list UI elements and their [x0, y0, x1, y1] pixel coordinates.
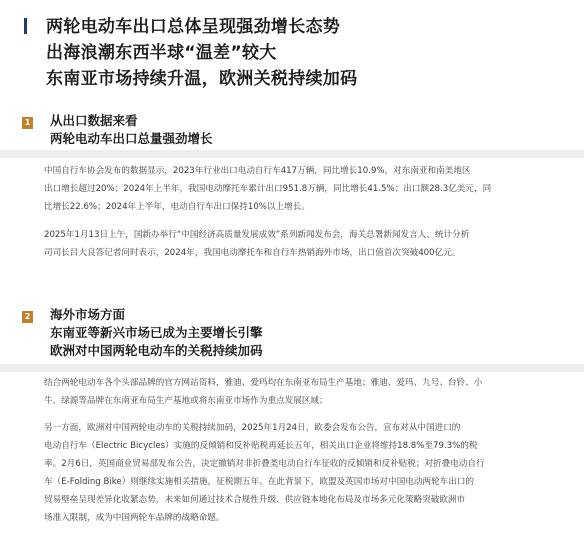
paragraph-line: 出口增长超过20%；2024年上半年，我国电动摩托车累计出口951.8万辆，同比增长41.5%；出口额28.3亿美元，同: [44, 184, 492, 194]
section-2-title-line-3: 欧洲对中国两轮电动车的关税持续加码: [50, 343, 263, 358]
paragraph-line: 中国自行车协会发布的数据显示，2023年行业出口电动自行车417万辆，同比增长10.9%，对东南亚和南美地区: [44, 166, 471, 176]
paragraph-line: 电动自行车（Electric Bicycles）实施的反倾销和反补贴税再延长五年，相关出口企业将维持18.8%至79.3%的税: [44, 441, 478, 451]
section-1-divider-band: [0, 150, 584, 158]
section-2-title-line-2: 东南亚等新兴市场已成为主要增长引擎: [50, 325, 263, 340]
headline: [24, 14, 564, 92]
section-1-title-line-1: 从出口数据来看: [50, 113, 138, 128]
section-2-divider-band: [0, 364, 584, 372]
section-number-badge: 1: [22, 117, 33, 129]
headline-line-1: 两轮电动车出口总体呈现强劲增长态势: [46, 17, 341, 37]
paragraph-line: 另一方面，欧洲对中国两轮电动车的关税持续加码，2025年1月24日，欧委会发布公告，宣布对从中国进口的: [44, 423, 461, 433]
headline-accent-bar: [24, 18, 27, 34]
paragraph-line: 2025年1月13日上午，国新办举行“中国经济高质量发展成效”系列新闻发布会，海关总署新闻发言人、统计分析: [44, 230, 470, 240]
section-1-paragraph-1: [44, 162, 560, 216]
paragraph-line: 比增长22.6%；2024年上半年，电动自行车出口保持10%以上增长。: [44, 202, 310, 212]
section-2: [0, 306, 584, 358]
paragraph-line: 场准入限制，成为中国两轮车品牌的战略命题。: [44, 513, 225, 523]
section-2-paragraph-2: [44, 419, 560, 527]
paragraph-line: 司司长吕大良答记者问时表示，2024年，我国电动摩托车和自行车热销海外市场，出口值首次突破400亿元。: [44, 248, 461, 258]
paragraph-line: 率。2月6日，英国商业贸易部发布公告，决定撤销对非折叠类电动自行车征收的反倾销和反补贴税；对折叠电动自行: [44, 459, 485, 469]
headline-line-2: 出海浪潮东西半球“温差”较大: [46, 43, 277, 63]
paragraph-line: 车（E-Folding Bike）则继续实施相关措施，征税期五年。在此背景下，欧盟及英国市场对中国电动两轮车出口的: [44, 477, 475, 487]
paragraph-line: 贸易壁垒呈现差异化收紧态势，未来如何通过技术合规性升级、供应链本地化布局及市场多元化策略突破欧洲市: [44, 495, 466, 505]
paragraph-line: 结合两轮电动车各个头部品牌的官方网站资料，雅迪、爱玛均在东南亚布局生产基地；雅迪、爱玛、九号、台铃、小: [44, 378, 483, 388]
section-number-badge: 2: [22, 311, 33, 323]
paragraph-line: 牛、绿源等品牌在东南亚布局生产基地或将东南亚市场作为重点发展区域；: [44, 396, 328, 406]
section-2-paragraph-1: [44, 374, 560, 410]
section-1-paragraph-2: [44, 226, 560, 262]
headline-line-3: 东南亚市场持续升温，欧洲关税持续加码: [46, 69, 358, 89]
section-1-title-line-2: 两轮电动车出口总量强劲增长: [50, 131, 213, 146]
section-2-title-line-1: 海外市场方面: [50, 307, 126, 322]
section-2-header: [0, 306, 584, 358]
